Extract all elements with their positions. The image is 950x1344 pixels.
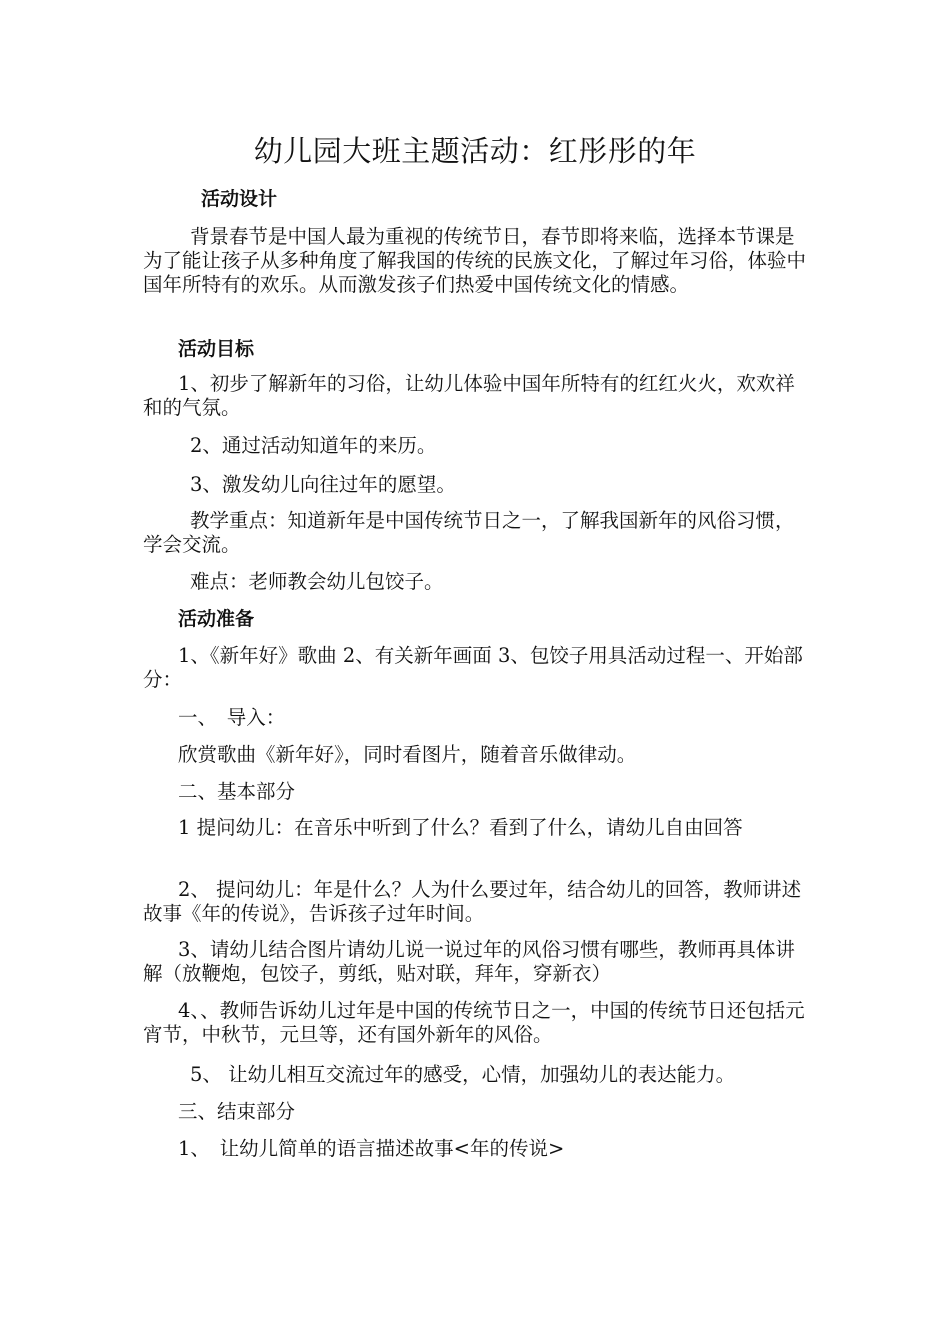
paragraph-intro-label: 一、 导入： <box>178 706 286 729</box>
heading-activity-goals: 活动目标 <box>178 338 255 360</box>
heading-activity-design: 活动设计 <box>201 188 278 210</box>
paragraph-basic-2: 2、 提问幼儿：年是什么？人为什么要过年，结合幼儿的回答，教师讲述故事《年的传说》，告诉孩子过年时间。 <box>143 878 802 925</box>
paragraph-intro-text: 欣赏歌曲《新年好》，同时看图片，随着音乐做律动。 <box>178 743 637 766</box>
paragraph-preparation: 1、《新年好》歌曲 2、有关新年画面 3、包饺子用具活动过程一、开始部分： <box>143 644 803 691</box>
heading-activity-preparation: 活动准备 <box>178 608 255 630</box>
paragraph-basic-label: 二、基本部分 <box>178 780 296 803</box>
paragraph-basic-1: 1 提问幼儿：在音乐中听到了什么？看到了什么，请幼儿自由回答 <box>178 816 743 839</box>
paragraph-end-1: 1、 让幼儿简单的语言描述故事<年的传说> <box>178 1137 565 1160</box>
paragraph-basic-3: 3、请幼儿结合图片请幼儿说一说过年的风俗习惯有哪些，教师再具体讲解（放鞭炮，包饺子，剪纸，贴对联，拜年，穿新衣） <box>143 938 795 985</box>
document-title: 幼儿园大班主题活动：红彤彤的年 <box>253 134 697 168</box>
paragraph-basic-4: 4、、教师告诉幼儿过年是中国的传统节日之一，中国的传统节日还包括元宵节，中秋节，元旦等，还有国外新年的风俗。 <box>143 999 805 1046</box>
paragraph-end-label: 三、结束部分 <box>178 1100 296 1123</box>
paragraph-design-background: 背景春节是中国人最为重视的传统节日，春节即将来临，选择本节课是为了能让孩子从多种角度了解我国的传统的民族文化，了解过年习俗，体验中国年所特有的欢乐。从而激发孩子们热爱中国传统文化的情感。 <box>143 225 807 296</box>
paragraph-key-point: 教学重点：知道新年是中国传统节日之一，了解我国新年的风俗习惯，学会交流。 <box>143 509 795 556</box>
paragraph-goal-1: 1、初步了解新年的习俗，让幼儿体验中国年所特有的红红火火，欢欢祥和的气氛。 <box>143 372 795 419</box>
paragraph-goal-2: 2、通过活动知道年的来历。 <box>190 434 437 457</box>
paragraph-difficulty: 难点：老师教会幼儿包饺子。 <box>190 570 444 593</box>
paragraph-basic-5: 5、 让幼儿相互交流过年的感受，心情，加强幼儿的表达能力。 <box>190 1063 736 1086</box>
paragraph-goal-3: 3、激发幼儿向往过年的愿望。 <box>190 473 456 496</box>
